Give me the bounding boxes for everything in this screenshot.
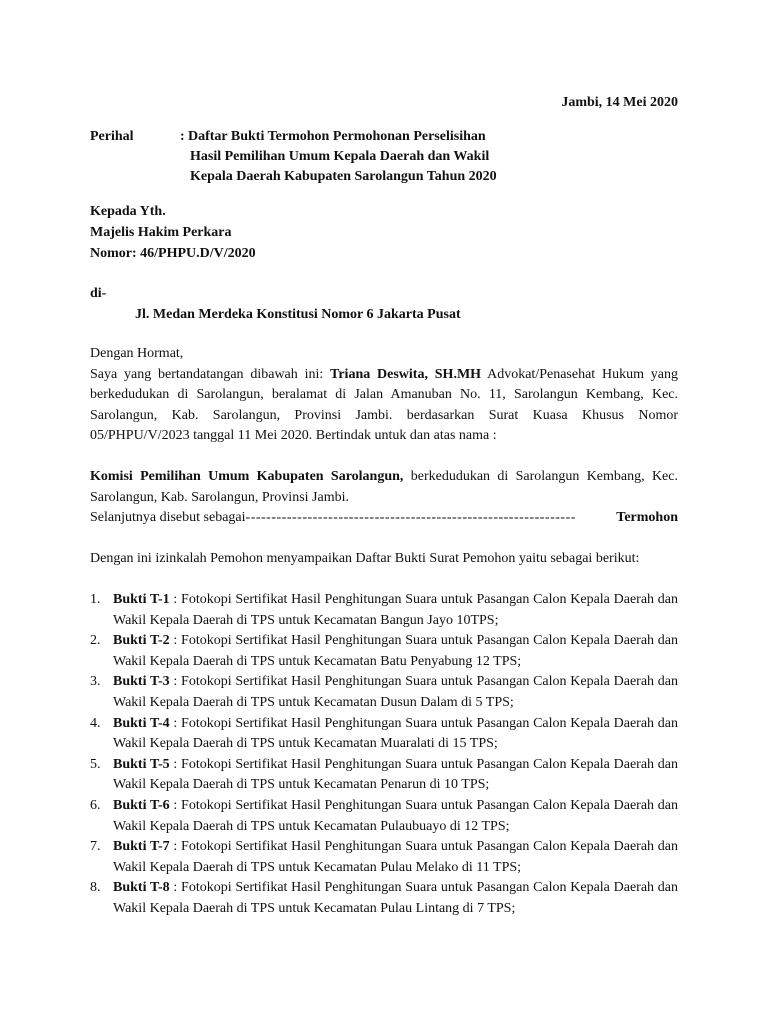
list-item-text: : Fotokopi Sertifikat Hasil Penghitungan Suara untuk Pasangan Calon Kepala Daerah dan Wakil Kepala Daerah di TPS untuk Kecamatan Bangun Jayo 10TPS; [113,592,678,628]
list-item-number: 1. [90,592,101,607]
list-item-number: 4. [90,715,101,731]
perihal-colon: : [180,129,185,144]
perihal-line-2: Hasil Pemilihan Umum Kepala Daerah dan Wakil [190,149,490,164]
list-item [90,631,678,672]
list-item [90,714,678,755]
recipient-line-3: Nomor: 46/PHPU.D/V/2020 [90,246,256,261]
list-item [90,755,678,796]
list-item-number: 8. [90,880,101,896]
list-item-label: Bukti T-6 [113,797,170,813]
list-item [90,796,678,837]
list-item-text: : Fotokopi Sertifikat Hasil Penghitungan Suara untuk Pasangan Calon Kepala Daerah dan Wakil Kepala Daerah di TPS untuk Kecamatan Pulaubuayo di 12 TPS; [113,797,678,834]
list-item-number: 5. [90,756,101,772]
list-item-text: : Fotokopi Sertifikat Hasil Penghitungan Suara untuk Pasangan Calon Kepala Daerah dan Wakil Kepala Daerah di TPS untuk Kecamatan Muaralati di 15 TPS; [113,715,678,752]
list-item-label: Bukti T-8 [113,880,170,896]
list-item-number: 3. [90,674,101,690]
list-item-number: 7. [90,839,101,855]
party-name: Komisi Pemilihan Umum Kabupaten Sarolangun, [90,469,404,484]
bukti-list [90,590,678,920]
dash-leader: ---------------------------------------------------------------- [245,510,576,526]
list-item-text: : Fotokopi Sertifikat Hasil Penghitungan Suara untuk Pasangan Calon Kepala Daerah dan Wakil Kepala Daerah di TPS untuk Kecamatan Batu Penyabung 12 TPS; [113,633,678,669]
list-item [90,590,678,631]
list-item-label: Bukti T-5 [113,756,170,772]
perihal-subject [188,127,668,187]
list-item-number: 2. [90,633,101,649]
party-rest: berkedudukan di Sarolangun Kembang, Kec. Sarolangun, Kab. Sarolangun, Provinsi Jambi. [90,469,678,505]
list-item-label: Bukti T-7 [113,839,170,855]
list-item-label: Bukti T-4 [113,715,170,731]
list-item-text: : Fotokopi Sertifikat Hasil Penghitungan Suara untuk Pasangan Calon Kepala Daerah dan Wakil Kepala Daerah di TPS untuk Kecamatan Pulau Melako di 11 TPS; [113,839,678,875]
recipient-line-1: Kepada Yth. [90,204,166,219]
list-item-label: Bukti T-2 [113,633,170,649]
salutation: Dengan Hormat, [90,346,184,361]
termohon-label: Termohon [616,510,678,526]
perihal-line-1: Daftar Bukti Termohon Permohonan Perselisihan [188,129,486,144]
recipient-block [90,201,256,264]
list-item-number: 6. [90,797,101,813]
list-item-text: : Fotokopi Sertifikat Hasil Penghitungan Suara untuk Pasangan Calon Kepala Daerah dan Wakil Kepala Daerah di TPS untuk Kecamatan Pulau Lintang di 7 TPS; [113,880,678,916]
list-item-text: : Fotokopi Sertifikat Hasil Penghitungan Suara untuk Pasangan Calon Kepala Daerah dan Wakil Kepala Daerah di TPS untuk Kecamatan Penarun di 10 TPS; [113,756,678,793]
recipient-address: Jl. Medan Merdeka Konstitusi Nomor 6 Jakarta Pusat [135,307,461,322]
intro-text [90,365,678,447]
perihal-line-3: Kepala Daerah Kabupaten Sarolangun Tahun 2020 [190,169,497,184]
termohon-line [90,508,678,529]
list-item [90,672,678,713]
party-paragraph [90,467,678,529]
intro-post: Advokat/Penasehat Hukum yang berkedudukan di Sarolangun, beralamat di Jalan Amanuban No. 11, Sarolangun Kembang, Kec. Sarolangun, Kab. Sarolangun, Provinsi Jambi. berdasarkan Surat Kuasa Khusus Nomor 05/PHPU/V/2023 tanggal 11 Mei 2020. Bertindak untuk dan atas nama : [90,366,678,444]
list-item [90,837,678,878]
di-label: di- [90,286,107,301]
recipient-line-2: Majelis Hakim Perkara [90,225,232,240]
intro-pre: Saya yang bertandatangan dibawah ini: [90,366,331,382]
list-item [90,878,678,919]
perihal-label: Perihal [90,129,134,144]
attorney-name: Triana Deswita, SH.MH [330,366,482,382]
selanjutnya-text: Selanjutnya disebut sebagai [90,510,246,526]
letter-date: Jambi, 14 Mei 2020 [561,95,678,110]
list-item-text: : Fotokopi Sertifikat Hasil Penghitungan Suara untuk Pasangan Calon Kepala Daerah dan Wakil Kepala Daerah di TPS untuk Kecamatan Dusun Dalam di 5 TPS; [113,674,678,710]
list-item-label: Bukti T-1 [113,592,170,607]
intro-paragraph [90,344,678,447]
party-text [90,467,678,508]
list-item-label: Bukti T-3 [113,674,170,690]
list-intro: Dengan ini izinkalah Pemohon menyampaikan Daftar Bukti Surat Pemohon yaitu sebagai berikut: [90,551,640,566]
